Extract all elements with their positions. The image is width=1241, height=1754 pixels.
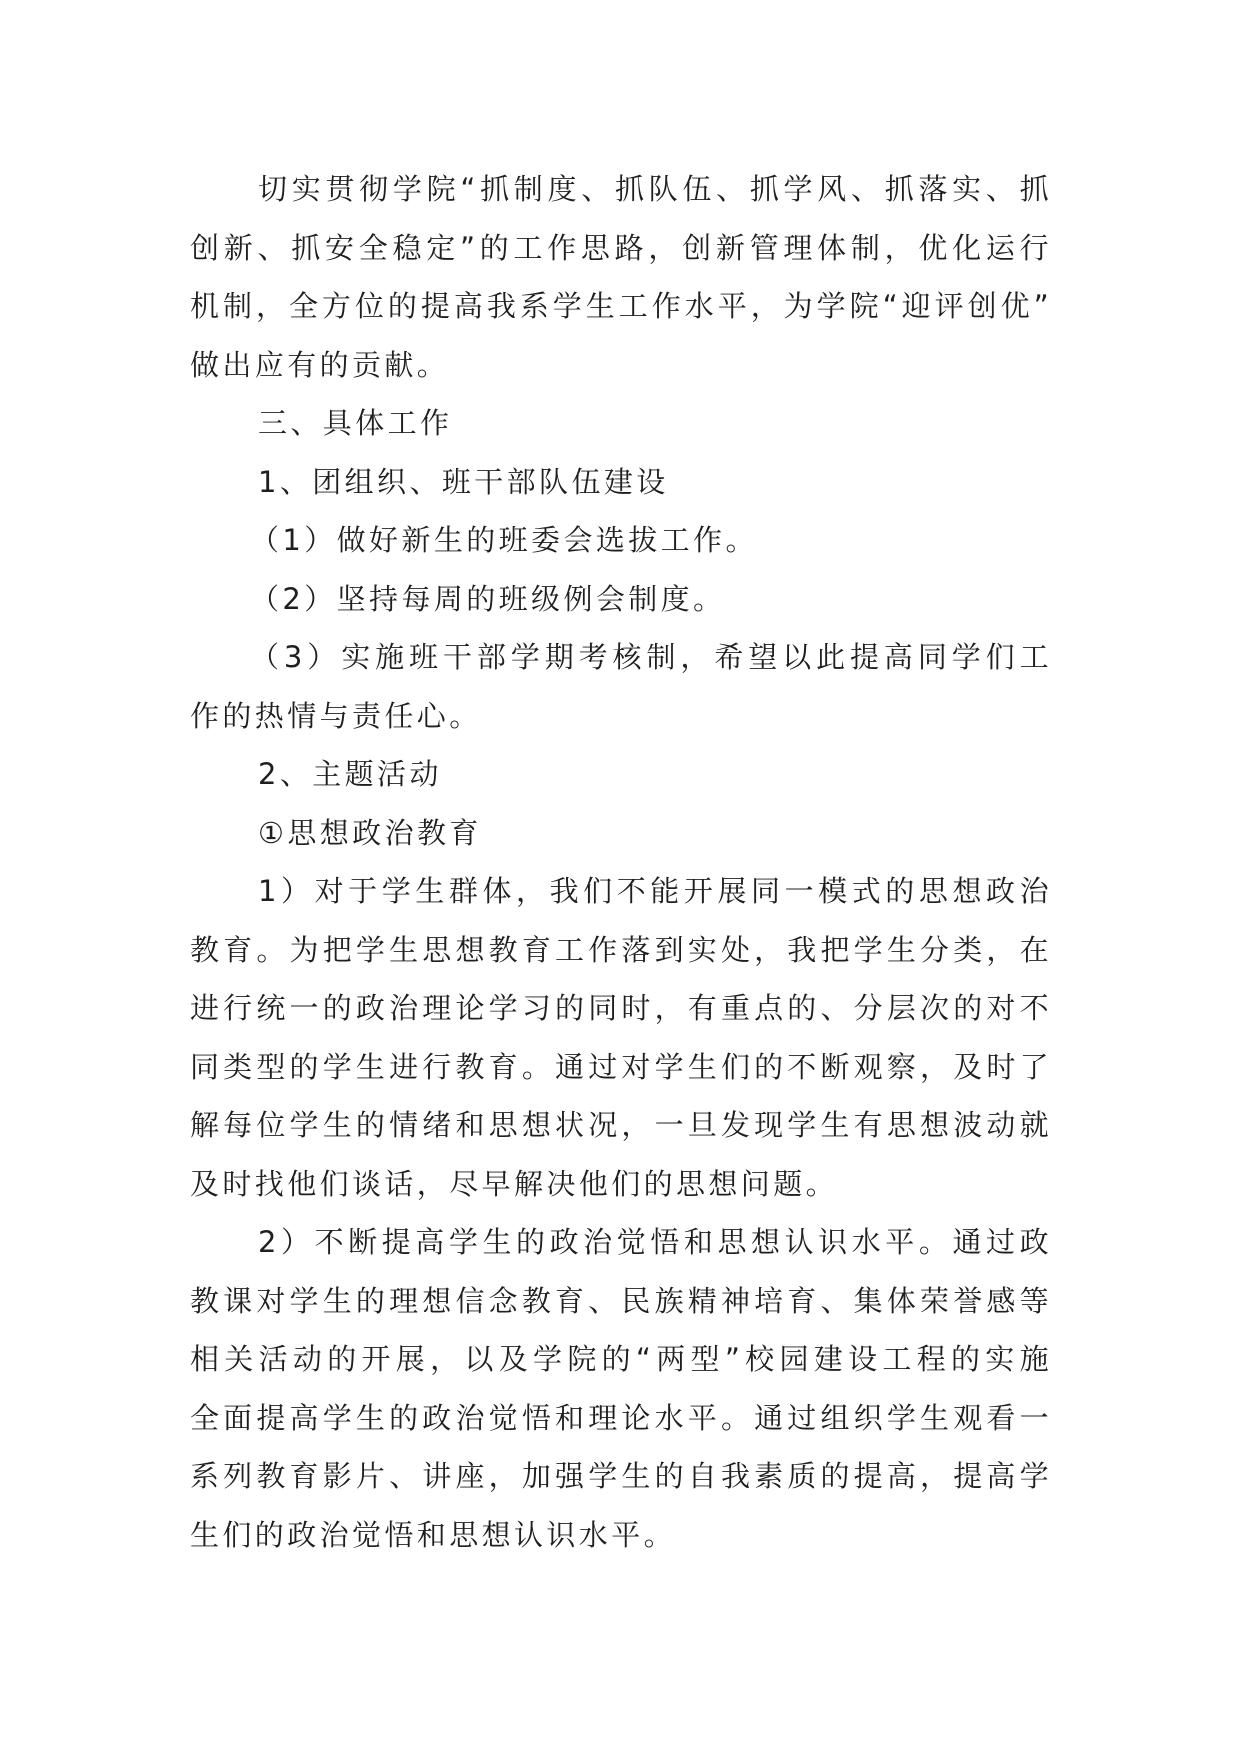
paragraph-student-groups	[190, 862, 1052, 1213]
text-line: （2）坚持每周的班级例会制度。	[250, 581, 726, 616]
text-line: 解每位学生的情绪和思想状况，一旦发现学生有思想波动就	[190, 1108, 1052, 1142]
text-line: 生们的政治觉悟和思想认识水平。	[190, 1517, 677, 1552]
subsection-heading-team-building	[190, 453, 1052, 512]
text-line: 做出应有的贡献。	[190, 347, 450, 382]
list-item-2	[190, 570, 1052, 629]
text-line: （3）实施班干部学期考核制，希望以此提高同学们工	[250, 640, 1052, 674]
text-line: 教育。为把学生思想教育工作落到实处，我把学生分类，在	[190, 932, 1052, 967]
subsection-heading-themed-activities	[190, 745, 1052, 804]
text-line: 机制，全方位的提高我系学生工作水平，为学院“迎评创优”	[190, 289, 1052, 323]
text-line: 教课对学生的理想信念教育、民族精神培育、集体荣誉感等	[190, 1283, 1052, 1318]
section-heading-specific-work	[190, 394, 1052, 453]
text-line: 同类型的学生进行教育。通过对学生们的不断观察，及时了	[190, 1049, 1052, 1084]
text-line: 2、主题活动	[258, 757, 442, 791]
text-line: 1、团组织、班干部队伍建设	[258, 464, 669, 499]
paragraph-work-approach	[190, 160, 1052, 394]
text-line: 三、具体工作	[258, 406, 453, 440]
document-body	[190, 160, 1052, 1564]
text-line: 2）不断提高学生的政治觉悟和思想认识水平。通过政	[258, 1225, 1052, 1259]
list-item-3	[190, 628, 1052, 745]
text-line: 相关活动的开展，以及学院的“两型”校园建设工程的实施	[190, 1342, 1052, 1376]
text-line: 全面提高学生的政治觉悟和理论水平。通过组织学生观看一	[190, 1400, 1052, 1435]
list-item-1	[190, 511, 1052, 570]
text-line: 1）对于学生群体，我们不能开展同一模式的思想政治	[258, 874, 1052, 908]
text-line: 进行统一的政治理论学习的同时，有重点的、分层次的对不	[190, 991, 1052, 1025]
subsection-heading-ideological-education	[190, 804, 1052, 863]
text-line: 及时找他们谈话，尽早解决他们的思想问题。	[190, 1166, 839, 1201]
text-line: （1）做好新生的班委会选拔工作。	[250, 523, 758, 557]
paragraph-political-awareness	[190, 1213, 1052, 1564]
text-line: 系列教育影片、讲座，加强学生的自我素质的提高，提高学	[190, 1459, 1052, 1493]
text-line: 切实贯彻学院“抓制度、抓队伍、抓学风、抓落实、抓	[258, 172, 1052, 206]
text-line: ①思想政治教育	[258, 815, 482, 850]
text-line: 创新、抓安全稳定”的工作思路，创新管理体制，优化运行	[190, 230, 1052, 265]
text-line: 作的热情与责任心。	[190, 698, 482, 733]
